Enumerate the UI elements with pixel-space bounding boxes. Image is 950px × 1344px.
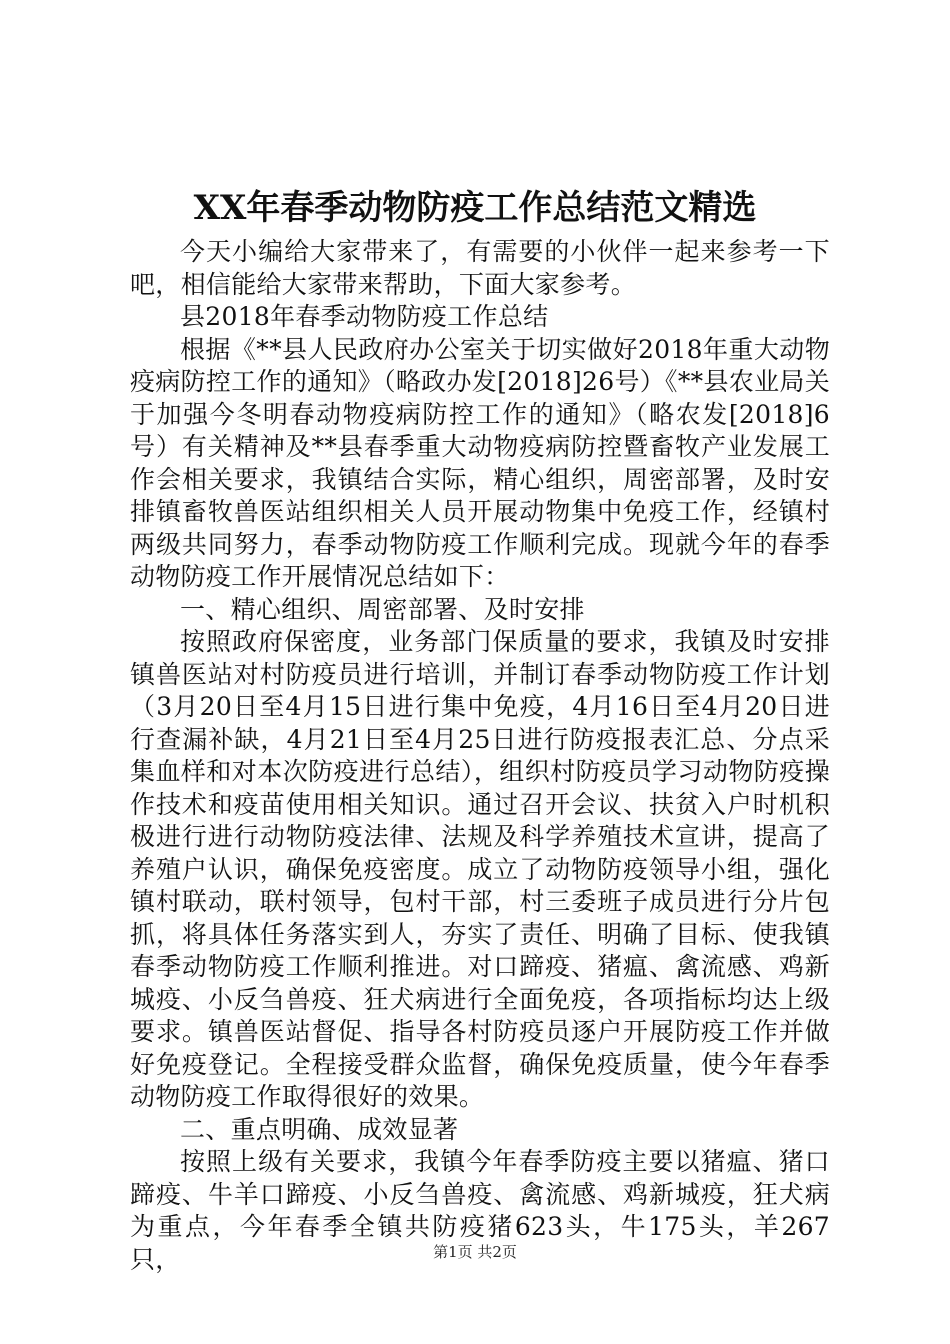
section-1-paragraph: 按照政府保密度，业务部门保质量的要求，我镇及时安排镇兽医站对村防疫员进行培训，并制订春季动物防疫工作计划（3月20日至4月15日进行集中免疫，4月16日至4月20日进行查漏补缺，4月21日至4月25日进行防疫报表汇总、分点采集血样和对本次防疫进行总结），组织村防疫员学习动物防疫操作技术和疫苗使用相关知识。通过召开会议、扶贫入户时机积极进行进行动物防疫法律、法规及科学养殖技术宣讲，提高了养殖户认识，确保免疫密度。成立了动物防疫领导小组，强化镇村联动，联村领导，包村干部，村三委班子成员进行分片包抓，将具体任务落实到人，夯实了责任、明确了目标、使我镇春季动物防疫工作顺利推进。对口蹄疫、猪瘟、禽流感、鸡新城疫、小反刍兽疫、狂犬病进行全面免疫，各项指标均达上级要求。镇兽医站督促、指导各村防疫员逐户开展防疫工作并做好免疫登记。全程接受群众监督，确保免疫质量，使今年春季动物防疫工作取得很好的效果。 bbox=[130, 627, 830, 1111]
intro-paragraph: 今天小编给大家带来了，有需要的小伙伴一起来参考一下吧，相信能给大家带来帮助，下面大家参考。 bbox=[130, 237, 830, 299]
section-heading-1: 一、精心组织、周密部署、及时安排 bbox=[180, 594, 585, 624]
page-number-footer: 第1页 共2页 bbox=[433, 1243, 517, 1261]
report-heading: 县2018年春季动物防疫工作总结 bbox=[180, 302, 549, 331]
document-title: XX年春季动物防疫工作总结范文精选 bbox=[193, 188, 757, 228]
background-paragraph: 根据《**县人民政府办公室关于切实做好2018年重大动物疫病防控工作的通知》（略政办发[2018]26号）《**县农业局关于加强今冬明春动物疫病防控工作的通知》（略农发[2018]6号）有关精神及**县春季重大动物疫病防控暨畜牧产业发展工作会相关要求，我镇结合实际，精心组织，周密部署，及时安排镇畜牧兽医站组织相关人员开展动物集中免疫工作，经镇村两级共同努力，春季动物防疫工作顺利完成。现就今年的春季动物防疫工作开展情况总结如下： bbox=[130, 334, 830, 591]
document-body bbox=[130, 236, 830, 1276]
section-heading-2: 二、重点明确、成效显著 bbox=[180, 1114, 459, 1144]
section-2-paragraph: 按照上级有关要求，我镇今年春季防疫主要以猪瘟、猪口蹄疫、牛羊口蹄疫、小反刍兽疫、禽流感、鸡新城疫，狂犬病为重点，今年春季全镇共防疫猪623头，牛175头，羊267只， bbox=[130, 1147, 830, 1274]
